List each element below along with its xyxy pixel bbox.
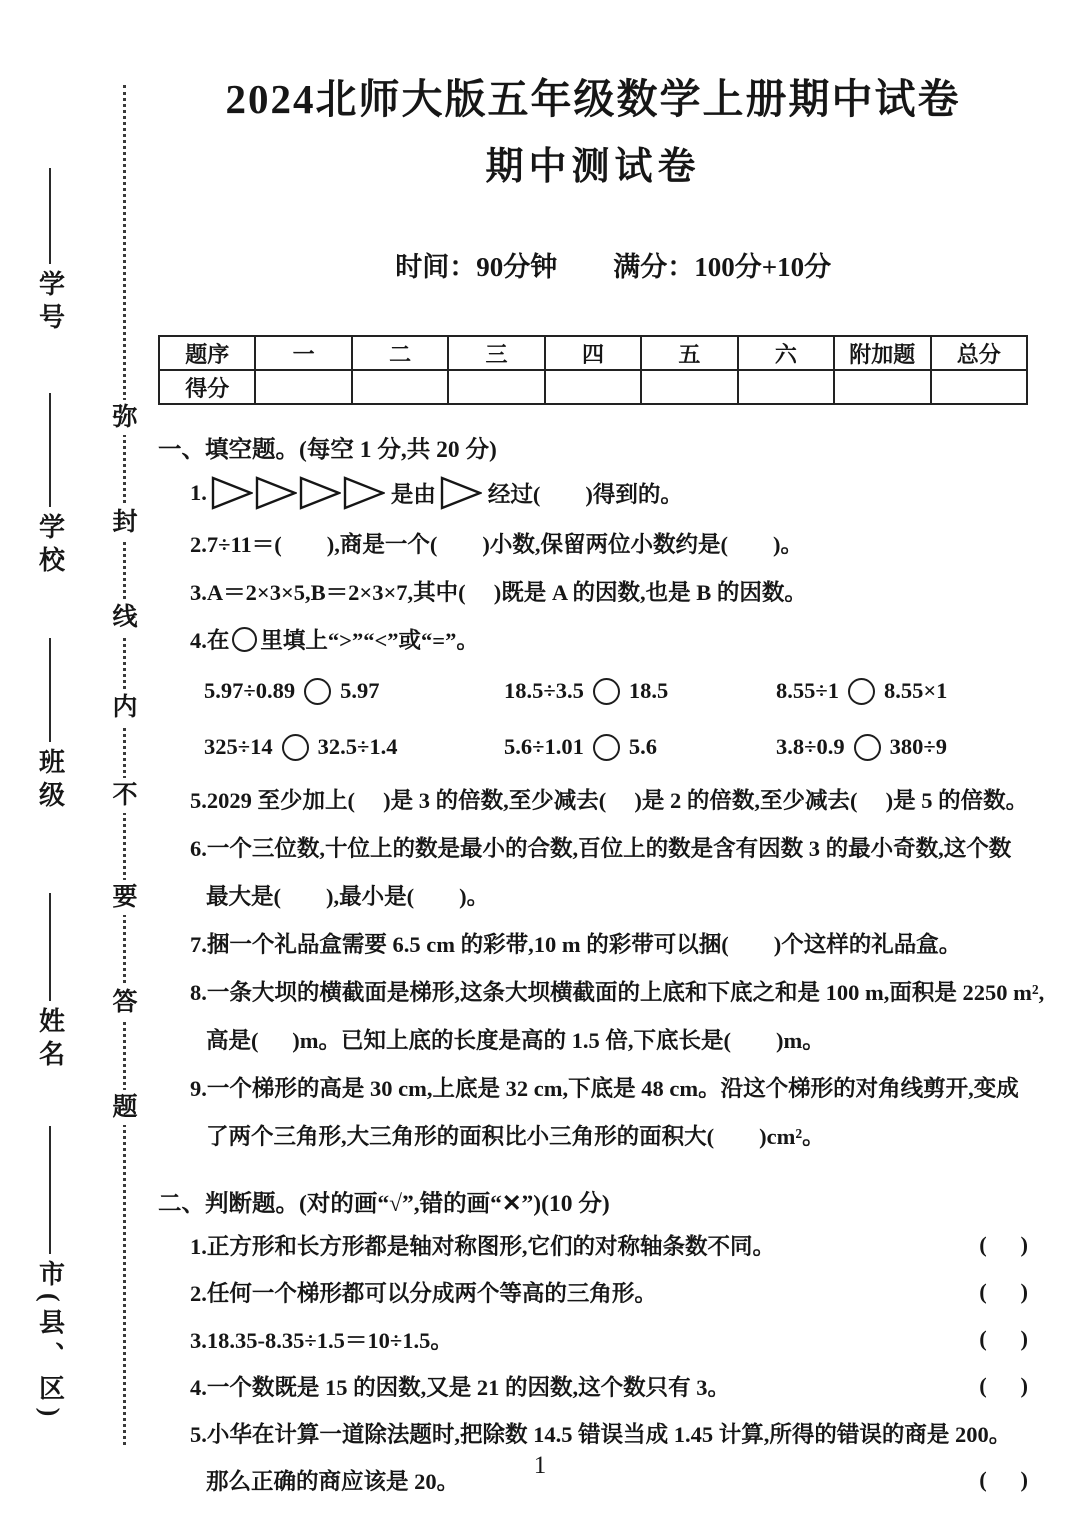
fill-q6-line1: 6.一个三位数,十位上的数是最小的合数,百位上的数是含有因数 3 的最小奇数,这个数 bbox=[190, 836, 1012, 862]
score-table-header-cell: 四 bbox=[545, 336, 641, 370]
comparison-circle bbox=[593, 734, 620, 761]
fill-q4 bbox=[158, 615, 1028, 663]
district-write-line bbox=[49, 1126, 51, 1254]
score-table-header-cell: 总分 bbox=[931, 336, 1028, 370]
score-row-label: 得分 bbox=[159, 370, 255, 404]
comparison-item bbox=[504, 678, 776, 705]
paper-title: 2024北师大版五年级数学上册期中试卷 bbox=[225, 76, 961, 122]
seal-char: 答 bbox=[112, 985, 137, 1020]
judge-q2-text: 2.任何一个梯形都可以分成两个等高的三角形。 bbox=[190, 1280, 657, 1306]
margin-field-school bbox=[28, 393, 72, 579]
main-content bbox=[158, 76, 1045, 1503]
comparison-item bbox=[776, 734, 1028, 761]
margin-field-class bbox=[28, 638, 72, 814]
comparison-row bbox=[158, 719, 1028, 775]
name-write-line bbox=[49, 893, 51, 1001]
fill-q1-text: 是由 bbox=[390, 482, 436, 508]
margin-field-district bbox=[28, 1126, 72, 1423]
fill-q4-pre: 4.在 bbox=[190, 628, 230, 654]
judge-q4-text: 4.一个数既是 15 的因数,又是 21 的因数,这个数只有 3。 bbox=[190, 1374, 731, 1400]
comparison-row bbox=[158, 663, 1028, 719]
fill-q4-post: 里填上“>”“<”或“=”。 bbox=[260, 628, 479, 654]
triangle-shape bbox=[211, 476, 253, 510]
seal-char: 线 bbox=[112, 600, 137, 635]
school-write-line bbox=[49, 393, 51, 507]
section-fill-heading: 一、填空题。(每空 1 分,共 20 分) bbox=[158, 437, 497, 464]
exam-info bbox=[158, 214, 1028, 315]
compare-circle-blank bbox=[232, 627, 257, 652]
fill-q6-line2: 最大是( ),最小是( )。 bbox=[206, 884, 490, 910]
triangle-shape bbox=[343, 476, 385, 510]
score-table-header-row bbox=[159, 336, 1027, 370]
fill-q8-line1: 8.一条大坝的横截面是梯形,这条大坝横截面的上底和下底之和是 100 m,面积是 2250 m², bbox=[190, 980, 1045, 1006]
score-cell-empty bbox=[834, 370, 930, 404]
triangle-shape bbox=[440, 476, 482, 510]
comparison-right: 8.55×1 bbox=[883, 678, 948, 704]
score-table-header-cell: 题序 bbox=[159, 336, 255, 370]
score-table-header-cell: 三 bbox=[448, 336, 544, 370]
single-triangle-figure bbox=[440, 476, 484, 510]
comparison-left: 3.8÷0.9 bbox=[776, 734, 845, 760]
triangle-shape bbox=[299, 476, 341, 510]
triangles-row-figure bbox=[211, 476, 387, 510]
score-cell-empty bbox=[738, 370, 834, 404]
fill-q9-line1: 9.一个梯形的高是 30 cm,上底是 32 cm,下底是 48 cm。沿这个梯形的对角线剪开,变成 bbox=[190, 1076, 1019, 1102]
score-table-score-row bbox=[159, 370, 1027, 404]
score-cell-empty bbox=[545, 370, 641, 404]
section-judge-heading: 二、判断题。(对的画“√”,错的画“✕”)(10 分) bbox=[158, 1191, 610, 1218]
student-no-write-line bbox=[49, 168, 51, 264]
comparison-item bbox=[504, 734, 776, 761]
seal-dotted-line bbox=[123, 85, 126, 1445]
judge-q4 bbox=[158, 1362, 1028, 1409]
score-table-header-cell: 五 bbox=[641, 336, 737, 370]
seal-char: 要 bbox=[112, 880, 137, 915]
score-table-header-cell: 附加题 bbox=[834, 336, 930, 370]
judge-q2 bbox=[158, 1268, 1028, 1315]
comparison-left: 325÷14 bbox=[204, 734, 273, 760]
judge-q4-answer-blank: ( ) bbox=[979, 1372, 1028, 1398]
comparison-left: 5.6÷1.01 bbox=[504, 734, 584, 760]
judge-q2-answer-blank: ( ) bbox=[979, 1278, 1028, 1304]
fill-q8-line2: 高是( )m。已知上底的长度是高的 1.5 倍,下底长是( )m。 bbox=[206, 1028, 825, 1054]
comparison-item bbox=[204, 734, 504, 761]
judge-q1-text: 1.正方形和长方形都是轴对称图形,它们的对称轴条数不同。 bbox=[190, 1233, 776, 1259]
margin-field-name bbox=[28, 893, 72, 1073]
comparison-right: 32.5÷1.4 bbox=[317, 734, 398, 760]
fill-q3: 3.A＝2×3×5,B＝2×3×7,其中( )既是 A 的因数,也是 B 的因数。 bbox=[190, 580, 807, 606]
fill-q5: 5.2029 至少加上( )是 3 的倍数,至少减去( )是 2 的倍数,至少减去( )是 5 的倍数。 bbox=[190, 788, 1029, 814]
comparison-left: 5.97÷0.89 bbox=[204, 678, 296, 704]
judge-q5-text-cont: 那么正确的商应该是 20。 bbox=[206, 1468, 460, 1494]
seal-char: 封 bbox=[112, 505, 137, 540]
triangle-shape bbox=[255, 476, 297, 510]
comparison-circle bbox=[304, 678, 331, 705]
score-cell-empty bbox=[352, 370, 448, 404]
seal-char: 弥 bbox=[112, 400, 137, 435]
comparison-item bbox=[204, 678, 504, 705]
fill-q1-tail: 经过( )得到的。 bbox=[487, 482, 683, 508]
class-write-line bbox=[49, 638, 51, 742]
comparison-item bbox=[776, 678, 1028, 705]
comparison-circle bbox=[854, 734, 881, 761]
score-cell-empty bbox=[641, 370, 737, 404]
seal-char: 题 bbox=[112, 1090, 137, 1125]
judge-q5-text: 5.小华在计算一道除法题时,把除数 14.5 错误当成 1.45 计算,所得的错误的商是 200。 bbox=[190, 1421, 1012, 1447]
comparison-right: 5.97 bbox=[340, 678, 380, 704]
school-label: 学校 bbox=[35, 513, 65, 579]
full-score-info: 满分：100分+10分 bbox=[613, 252, 832, 283]
comparison-left: 8.55÷1 bbox=[776, 678, 839, 704]
comparison-circle bbox=[593, 678, 620, 705]
score-table-header-cell: 二 bbox=[352, 336, 448, 370]
page-number: 1 bbox=[533, 1452, 547, 1479]
score-table-header-cell: 一 bbox=[255, 336, 351, 370]
score-table-header-cell: 六 bbox=[738, 336, 834, 370]
seal-char: 不 bbox=[112, 778, 137, 813]
score-cell-empty bbox=[931, 370, 1028, 404]
score-cell-empty bbox=[255, 370, 351, 404]
comparison-circle bbox=[848, 678, 875, 705]
judge-q5-line1 bbox=[158, 1409, 1028, 1456]
comparison-circle bbox=[282, 734, 309, 761]
time-info: 时间：90分钟 bbox=[395, 252, 558, 283]
district-label: 市(县、区) bbox=[35, 1260, 65, 1424]
fill-q2: 2.7÷11＝( ),商是一个( )小数,保留两位小数约是( )。 bbox=[190, 532, 803, 558]
judge-q5-answer-blank: ( ) bbox=[979, 1466, 1028, 1492]
margin-field-student-no bbox=[28, 168, 72, 336]
fill-q9-line2: 了两个三角形,大三角形的面积比小三角形的面积大( )cm²。 bbox=[206, 1124, 825, 1150]
comparison-right: 5.6 bbox=[628, 734, 657, 760]
comparison-left: 18.5÷3.5 bbox=[504, 678, 584, 704]
fill-q1-number: 1. bbox=[190, 480, 207, 506]
seal-char: 内 bbox=[112, 690, 137, 725]
score-table bbox=[158, 335, 1028, 405]
judge-q3 bbox=[158, 1315, 1028, 1362]
paper-subtitle: 期中测试卷 bbox=[485, 146, 701, 189]
student-no-label: 学号 bbox=[35, 270, 65, 336]
fill-q7: 7.捆一个礼品盒需要 6.5 cm 的彩带,10 m 的彩带可以捆( )个这样的礼品盒。 bbox=[190, 932, 962, 958]
class-label: 班级 bbox=[35, 748, 65, 814]
judge-q1-answer-blank: ( ) bbox=[979, 1231, 1028, 1257]
comparison-right: 18.5 bbox=[628, 678, 669, 704]
comparison-right: 380÷9 bbox=[889, 734, 947, 760]
score-cell-empty bbox=[448, 370, 544, 404]
judge-q3-text: 3.18.35-8.35÷1.5＝10÷1.5。 bbox=[190, 1327, 453, 1353]
seal-line bbox=[112, 85, 138, 1445]
judge-q1 bbox=[158, 1221, 1028, 1268]
judge-q3-answer-blank: ( ) bbox=[979, 1325, 1028, 1351]
name-label: 姓名 bbox=[35, 1007, 65, 1073]
fill-q1 bbox=[158, 467, 1028, 519]
